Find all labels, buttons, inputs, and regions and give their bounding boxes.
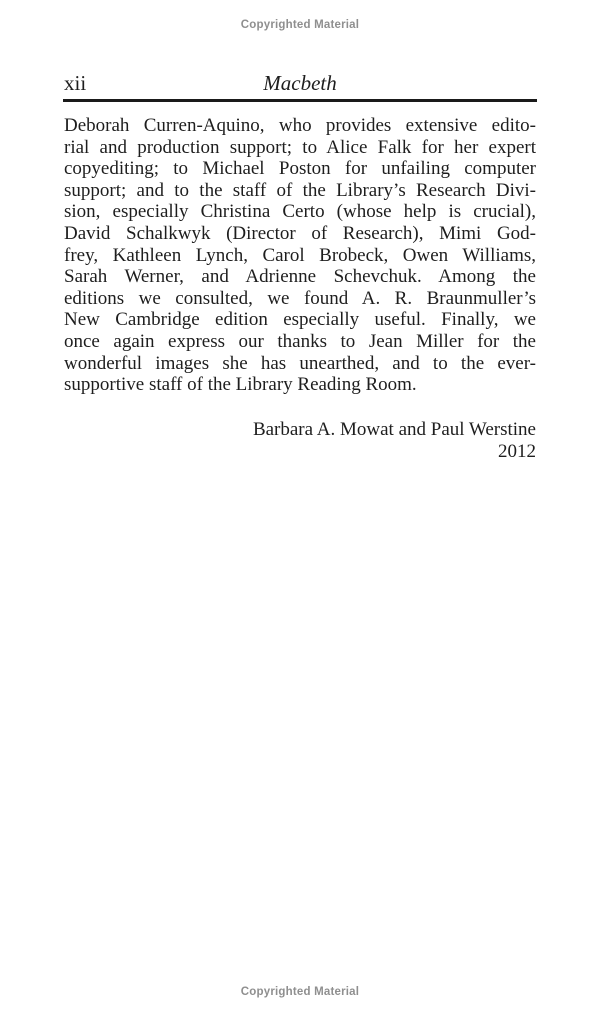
body-text-line: New Cambridge edition especially useful. Finally, we xyxy=(64,309,536,331)
body-text-line: supportive staff of the Library Reading Room. xyxy=(64,374,417,396)
acknowledgments-paragraph xyxy=(64,115,536,396)
header-rule xyxy=(63,99,537,102)
body-text-line: editions we consulted, we found A. R. Braunmuller’s xyxy=(64,287,536,309)
signature-authors: Barbara A. Mowat and Paul Werstine xyxy=(252,419,536,440)
body-text-line: copyediting; to Michael Poston for unfailing computer xyxy=(64,158,536,180)
body-text-line: frey, Kathleen Lynch, Carol Brobeck, Owen Williams, xyxy=(64,244,536,266)
body-text-line: Sarah Werner, and Adrienne Schevchuk. Among the xyxy=(64,266,536,288)
body-text-line: once again express our thanks to Jean Miller for the xyxy=(64,330,536,352)
signature-block xyxy=(64,419,536,463)
body-text-line: Deborah Curren-Aquino, who provides extensive edito- xyxy=(64,115,536,136)
body-text-line: wonderful images she has unearthed, and to the ever- xyxy=(64,352,536,374)
running-title: Macbeth xyxy=(263,71,337,95)
body-text-line: David Schalkwyk (Director of Research), Mimi God- xyxy=(64,222,536,244)
body-text-line: sion, especially Christina Certo (whose help is crucial), xyxy=(64,201,536,223)
running-header xyxy=(64,70,536,96)
copyright-watermark-top: Copyrighted Material xyxy=(240,19,360,31)
page-number: xii xyxy=(64,71,87,95)
body-text-line: support; and to the staff of the Library’s Research Divi- xyxy=(64,179,536,201)
copyright-watermark-bottom: Copyrighted Material xyxy=(240,986,360,998)
body-text-line: rial and production support; to Alice Falk for her expert xyxy=(64,136,536,158)
signature-year: 2012 xyxy=(498,441,536,462)
